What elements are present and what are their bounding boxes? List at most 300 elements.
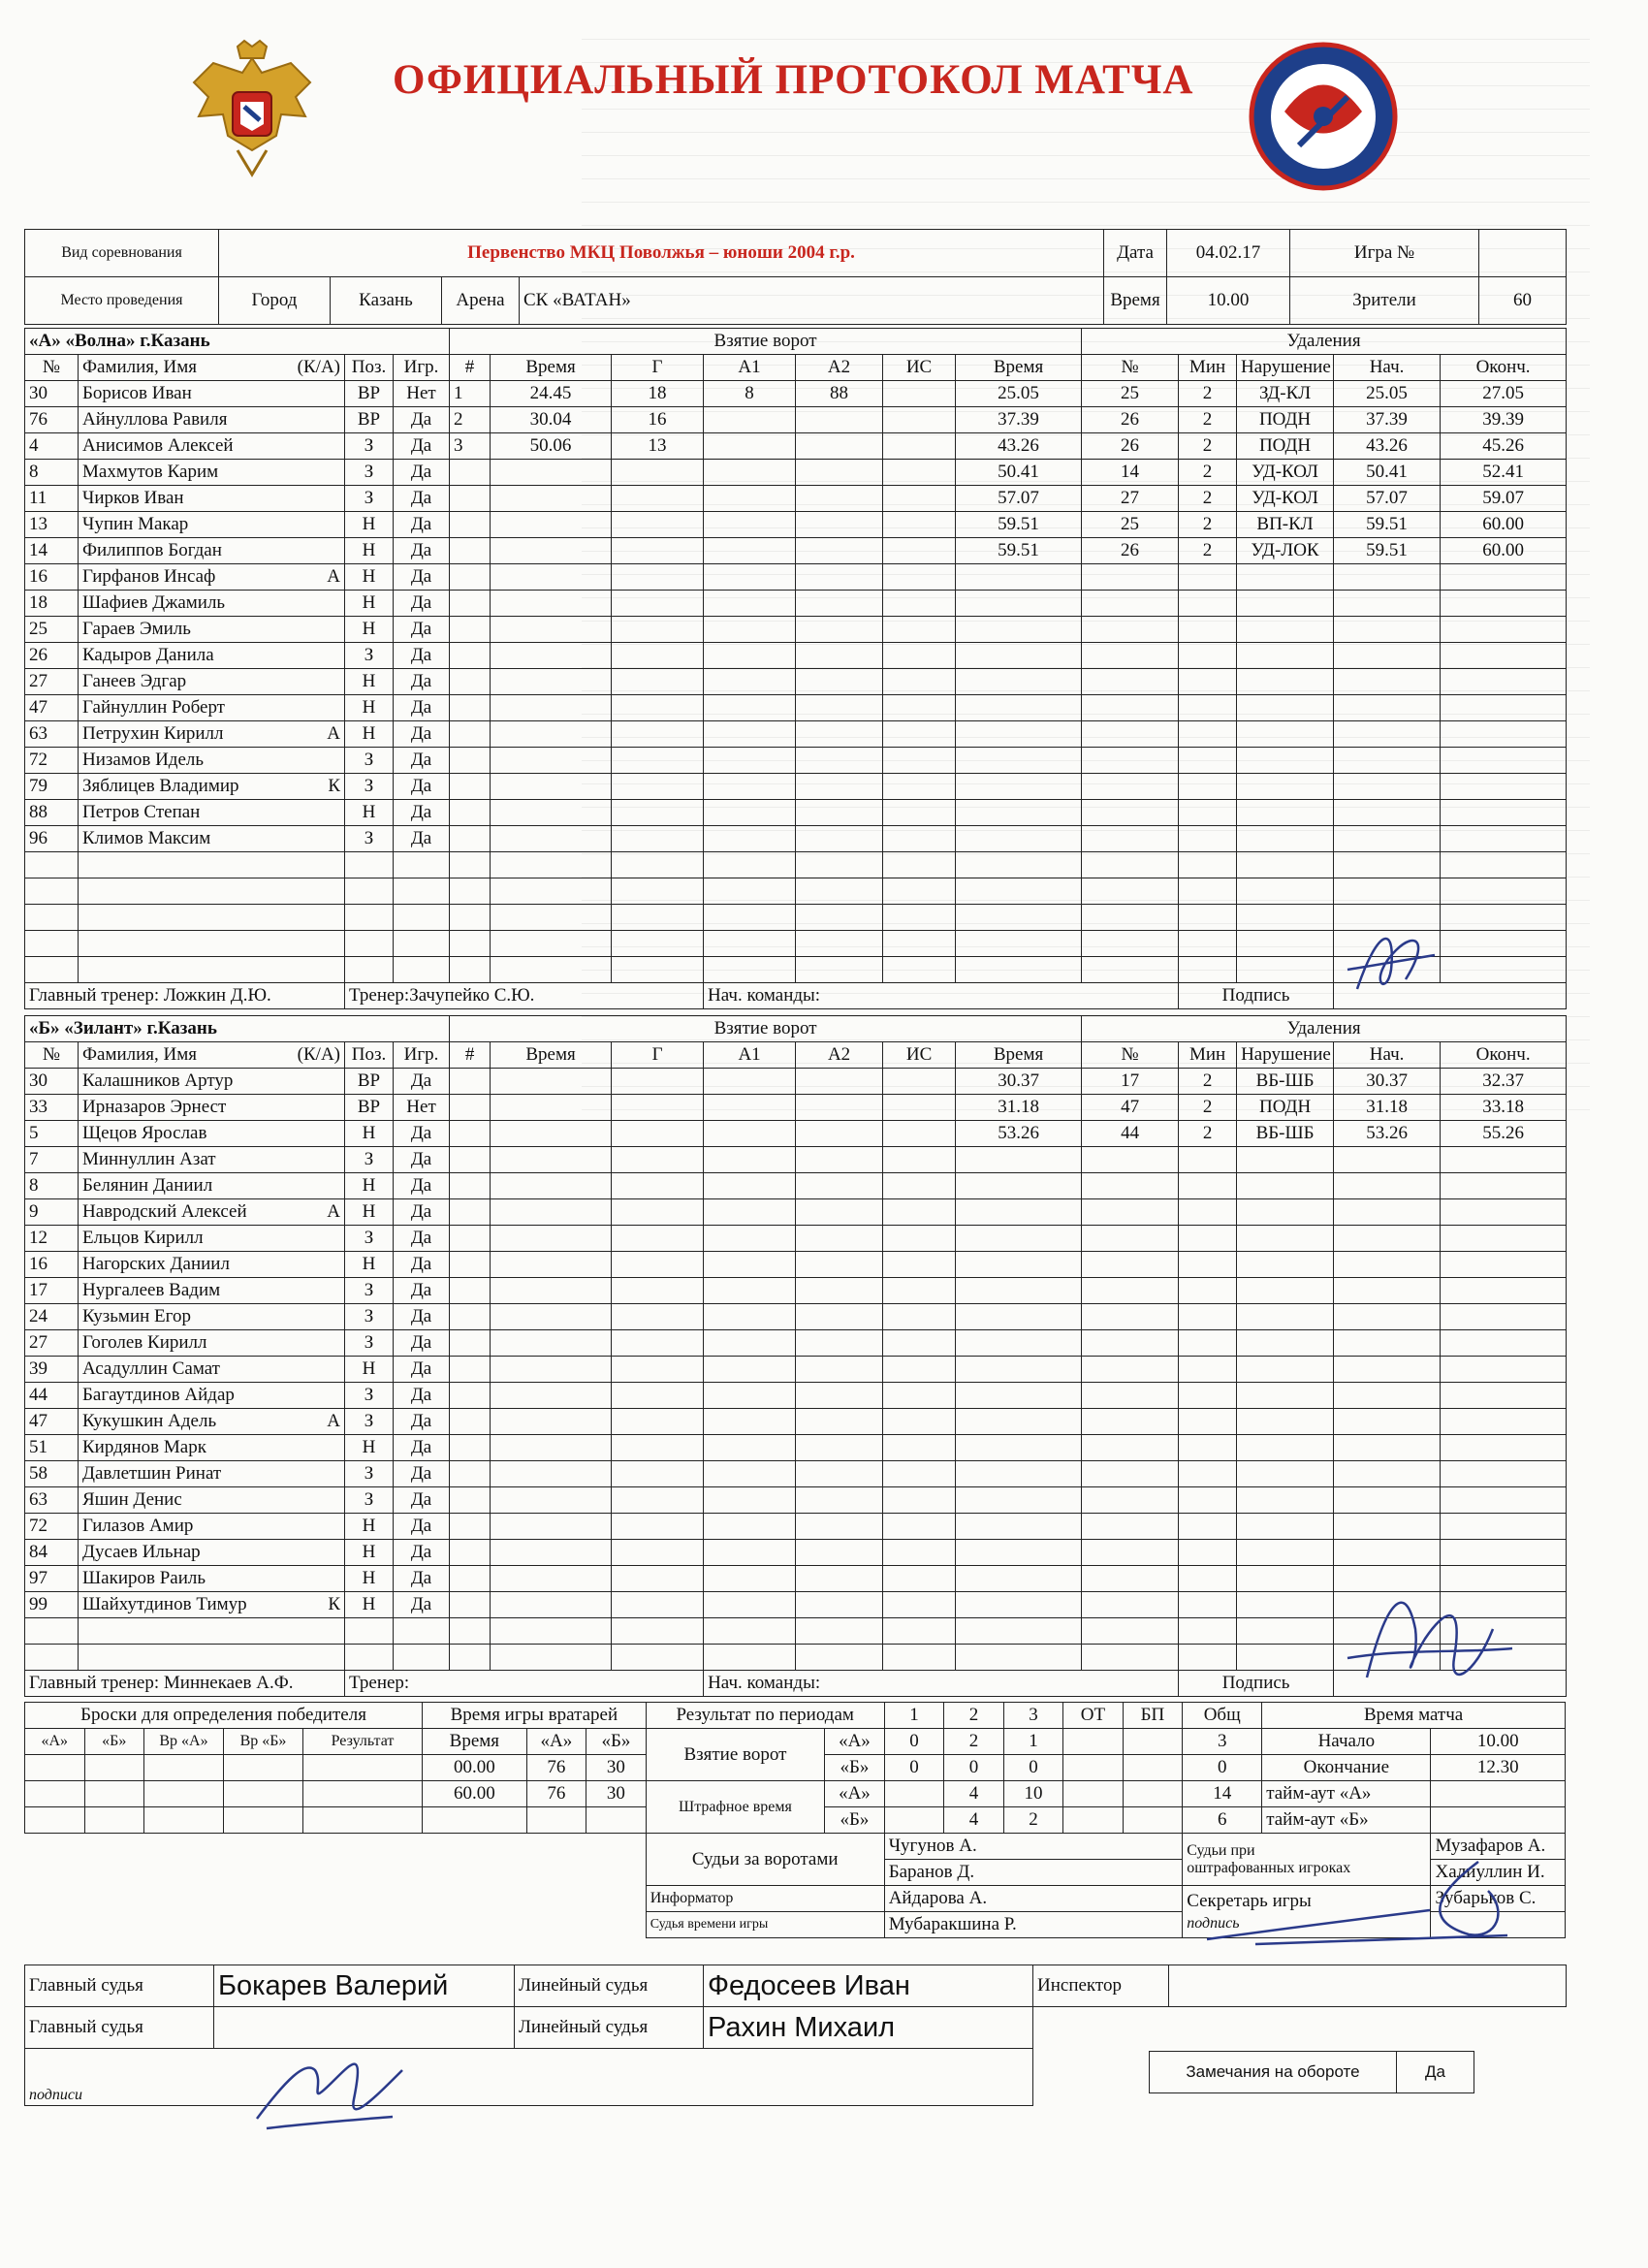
- player-role: [248, 1540, 345, 1566]
- goal-situation: [883, 433, 956, 460]
- start-value: 10.00: [1431, 1729, 1566, 1755]
- player-plays: Да: [394, 1540, 450, 1566]
- penalty-player: 27: [1082, 486, 1179, 512]
- player-position: Н: [345, 1173, 394, 1199]
- player-number: 44: [25, 1383, 79, 1409]
- linesman-label-1: Линейный судья: [515, 1965, 704, 2007]
- player-number: 79: [25, 774, 79, 800]
- shootout-label: Броски для определения победителя: [25, 1703, 423, 1729]
- player-number: 30: [25, 1069, 79, 1095]
- header-pen-num: №: [1082, 355, 1179, 381]
- remarks-value: Да: [1397, 2052, 1474, 2093]
- arena-label: Арена: [442, 277, 520, 325]
- player-plays: Да: [394, 1252, 450, 1278]
- pen-a-bp: [1123, 1781, 1183, 1807]
- penalty-player: 25: [1082, 381, 1179, 407]
- player-number: 72: [25, 748, 79, 774]
- penalty-violation: УД-КОЛ: [1237, 460, 1334, 486]
- player-number: 12: [25, 1226, 79, 1252]
- timeout-a-label: тайм-аут «А»: [1262, 1781, 1431, 1807]
- penalty-time: 25.05: [956, 381, 1082, 407]
- goals-a-p1: 0: [884, 1729, 944, 1755]
- goal-number: 3: [450, 433, 491, 460]
- goalie-time-label: Время игры вратарей: [423, 1703, 647, 1729]
- player-name: Шакиров Раиль: [79, 1566, 248, 1592]
- penalty-violation: УД-КОЛ: [1237, 486, 1334, 512]
- penalty-start: 57.07: [1334, 486, 1441, 512]
- player-position: З: [345, 643, 394, 669]
- table-row: [25, 1173, 1567, 1199]
- table-row: [25, 800, 1567, 826]
- player-name: Багаутдинов Айдар: [79, 1383, 248, 1409]
- end-label: Окончание: [1262, 1755, 1431, 1781]
- player-role: [248, 1278, 345, 1304]
- player-name: Ирназаров Эрнест: [79, 1095, 248, 1121]
- player-role: [248, 800, 345, 826]
- player-plays: Да: [394, 512, 450, 538]
- player-name: Гоголев Кирилл: [79, 1330, 248, 1357]
- goal-assist-2: 88: [796, 381, 883, 407]
- player-name: Кирдянов Марк: [79, 1435, 248, 1461]
- goals-b-p2: 0: [944, 1755, 1004, 1781]
- player-role: К: [248, 1592, 345, 1618]
- gk-row1-b: 30: [586, 1755, 647, 1781]
- player-plays: Да: [394, 1592, 450, 1618]
- penalty-box-judge-2: Халиуллин И.: [1431, 1860, 1566, 1886]
- comp-value: Первенство МКЦ Поволжья – юноши 2004 г.р.: [219, 230, 1104, 277]
- header-a1: А1: [704, 1042, 796, 1069]
- goals-b-label: «Б»: [825, 1755, 885, 1781]
- player-position: Н: [345, 1357, 394, 1383]
- table-row: [25, 1199, 1567, 1226]
- table-row: [25, 1252, 1567, 1278]
- player-plays: Да: [394, 617, 450, 643]
- table-row: [25, 1435, 1567, 1461]
- player-plays: Да: [394, 433, 450, 460]
- gk-row1-a: 76: [526, 1755, 586, 1781]
- penalty-start: 31.18: [1334, 1095, 1441, 1121]
- header-pen-start: Нач.: [1334, 1042, 1441, 1069]
- player-position: З: [345, 433, 394, 460]
- player-role: [248, 407, 345, 433]
- secretary-label: Секретарь игры подпись: [1183, 1886, 1431, 1938]
- header-pos: Поз.: [345, 1042, 394, 1069]
- goal-scorer: 18: [612, 381, 704, 407]
- table-row: [25, 1095, 1567, 1121]
- goals-a-p3: 1: [1003, 1729, 1063, 1755]
- period-result-label: Результат по периодам: [646, 1703, 884, 1729]
- penalty-end: 45.26: [1441, 433, 1567, 460]
- pen-b-ot: [1063, 1807, 1124, 1834]
- player-plays: Да: [394, 774, 450, 800]
- penalty-start: 37.39: [1334, 407, 1441, 433]
- player-name: Петров Степан: [79, 800, 248, 826]
- goal-judges-label: Судьи за воротами: [646, 1834, 884, 1886]
- pen-b-total: 6: [1183, 1807, 1262, 1834]
- header-pen-num: №: [1082, 1042, 1179, 1069]
- player-plays: Нет: [394, 381, 450, 407]
- period-1-header: 1: [884, 1703, 944, 1729]
- player-position: Н: [345, 512, 394, 538]
- player-number: 5: [25, 1121, 79, 1147]
- player-position: З: [345, 1383, 394, 1409]
- linesman-2-value: Рахин Михаил: [704, 2007, 1033, 2049]
- penalty-end: 59.07: [1441, 486, 1567, 512]
- player-name: Борисов Иван: [79, 381, 248, 407]
- table-row: [25, 643, 1567, 669]
- player-position: Н: [345, 617, 394, 643]
- penalty-box-judges-label: Судьи при оштрафованных игроках: [1183, 1834, 1431, 1886]
- header-hash: #: [450, 355, 491, 381]
- goals-section-label: Взятие ворот: [450, 1016, 1082, 1042]
- penalty-player: 44: [1082, 1121, 1179, 1147]
- penalty-violation: ВБ-ШБ: [1237, 1121, 1334, 1147]
- penalty-start: 59.51: [1334, 512, 1441, 538]
- head-coach: Главный тренер: Ложкин Д.Ю.: [25, 983, 345, 1009]
- penalty-time: 59.51: [956, 538, 1082, 564]
- place-label: Место проведения: [25, 277, 219, 325]
- penalty-violation: ВП-КЛ: [1237, 512, 1334, 538]
- penalty-player: 14: [1082, 460, 1179, 486]
- player-plays: Да: [394, 826, 450, 852]
- player-name: Филиппов Богдан: [79, 538, 248, 564]
- player-position: ВР: [345, 1069, 394, 1095]
- goals-b-ot: [1063, 1755, 1124, 1781]
- penalty-time: 31.18: [956, 1095, 1082, 1121]
- table-row: [25, 1226, 1567, 1252]
- player-plays: Да: [394, 1199, 450, 1226]
- player-number: 47: [25, 1409, 79, 1435]
- player-position: Н: [345, 695, 394, 721]
- player-number: 14: [25, 538, 79, 564]
- player-position: З: [345, 460, 394, 486]
- player-number: 4: [25, 433, 79, 460]
- player-role: [248, 1121, 345, 1147]
- table-row: [25, 878, 1567, 905]
- player-position: З: [345, 1278, 394, 1304]
- penalty-time: 50.41: [956, 460, 1082, 486]
- hockey-federation-round-logo: [1246, 39, 1401, 194]
- player-plays: Да: [394, 407, 450, 433]
- header-pos: Поз.: [345, 355, 394, 381]
- player-name: Нургалеев Вадим: [79, 1278, 248, 1304]
- player-number: 27: [25, 669, 79, 695]
- player-role: [248, 1461, 345, 1487]
- penalty-violation: ЗД-КЛ: [1237, 381, 1334, 407]
- player-name: Гилазов Амир: [79, 1514, 248, 1540]
- header-igr: Игр.: [394, 1042, 450, 1069]
- pen-a-p1: [884, 1781, 944, 1807]
- player-name: Щецов Ярослав: [79, 1121, 248, 1147]
- penalty-player: 47: [1082, 1095, 1179, 1121]
- timekeeper-label: Судья времени игры: [646, 1912, 884, 1938]
- so-vr-a-header: Вр «А»: [144, 1729, 224, 1755]
- player-role: [248, 1566, 345, 1592]
- player-name: Нагорских Даниил: [79, 1252, 248, 1278]
- pen-b-label: «Б»: [825, 1807, 885, 1834]
- player-position: З: [345, 1461, 394, 1487]
- player-role: [248, 1069, 345, 1095]
- player-plays: Да: [394, 1147, 450, 1173]
- pen-a-total: 14: [1183, 1781, 1262, 1807]
- player-plays: Да: [394, 460, 450, 486]
- player-position: ВР: [345, 381, 394, 407]
- coach: Тренер:Зачупейко С.Ю.: [345, 983, 704, 1009]
- player-name: Навродский Алексей: [79, 1199, 248, 1226]
- header-name: Фамилия, Имя: [79, 355, 248, 381]
- player-plays: Да: [394, 1173, 450, 1199]
- player-role: [248, 1435, 345, 1461]
- header-time: Время: [491, 355, 612, 381]
- linesman-1-value: Федосеев Иван: [704, 1965, 1033, 2007]
- goal-assist-1: 8: [704, 381, 796, 407]
- match-time-label: Время матча: [1262, 1703, 1566, 1729]
- penalty-minutes: 2: [1179, 381, 1237, 407]
- player-position: Н: [345, 1435, 394, 1461]
- player-position: З: [345, 1409, 394, 1435]
- goals-a-bp: [1123, 1729, 1183, 1755]
- signature-scribble-referee: [247, 2031, 412, 2138]
- header-time: Время: [491, 1042, 612, 1069]
- player-position: ВР: [345, 407, 394, 433]
- signature-scribble-secretary: [1328, 1571, 1522, 1716]
- player-number: 7: [25, 1147, 79, 1173]
- timekeeper-value: Мубаракшина Р.: [884, 1912, 1183, 1938]
- goal-time: 50.06: [491, 433, 612, 460]
- penalty-player: 25: [1082, 512, 1179, 538]
- player-plays: Да: [394, 1330, 450, 1357]
- player-name: Махмутов Карим: [79, 460, 248, 486]
- player-number: 88: [25, 800, 79, 826]
- penalty-end: 39.39: [1441, 407, 1567, 433]
- player-role: [248, 433, 345, 460]
- header-ka: (К/А): [248, 355, 345, 381]
- player-position: З: [345, 1147, 394, 1173]
- table-row: [25, 1278, 1567, 1304]
- player-role: А: [248, 1409, 345, 1435]
- player-role: [248, 1330, 345, 1357]
- penalty-end: 32.37: [1441, 1069, 1567, 1095]
- goal-assist-2: [796, 407, 883, 433]
- inspector-label: Инспектор: [1033, 1965, 1169, 2007]
- player-number: 24: [25, 1304, 79, 1330]
- penalty-end: 60.00: [1441, 538, 1567, 564]
- signature-scribble-judges: [1197, 1852, 1517, 1959]
- player-name: Калашников Артур: [79, 1069, 248, 1095]
- table-row: [25, 617, 1567, 643]
- start-label: Начало: [1262, 1729, 1431, 1755]
- header-is: ИС: [883, 1042, 956, 1069]
- player-name: Миннуллин Азат: [79, 1147, 248, 1173]
- player-position: З: [345, 1226, 394, 1252]
- time-label: Время: [1104, 277, 1167, 325]
- end-value: 12.30: [1431, 1755, 1566, 1781]
- table-row: [25, 564, 1567, 591]
- goal-number: 2: [450, 407, 491, 433]
- pen-b-p2: 4: [944, 1807, 1004, 1834]
- penalty-minutes: 2: [1179, 486, 1237, 512]
- team-head: Нач. команды:: [704, 1671, 1179, 1697]
- player-position: Н: [345, 800, 394, 826]
- pen-b-p3: 2: [1003, 1807, 1063, 1834]
- pen-a-label: «А»: [825, 1781, 885, 1807]
- head-coach: Главный тренер: Миннекаев А.Ф.: [25, 1671, 345, 1697]
- player-number: 27: [25, 1330, 79, 1357]
- player-number: 33: [25, 1095, 79, 1121]
- player-plays: Да: [394, 1226, 450, 1252]
- header-pen-min: Мин: [1179, 1042, 1237, 1069]
- player-plays: Да: [394, 1069, 450, 1095]
- team-title: «Б» «Зилант» г.Казань: [25, 1016, 450, 1042]
- city-label: Город: [219, 277, 331, 325]
- player-name: Петрухин Кирилл: [79, 721, 248, 748]
- player-name: Чирков Иван: [79, 486, 248, 512]
- teamA-table: [24, 328, 1567, 1009]
- player-role: [248, 1514, 345, 1540]
- player-role: [248, 1304, 345, 1330]
- table-row: [25, 512, 1567, 538]
- penalty-start: 25.05: [1334, 381, 1441, 407]
- table-row: [25, 1461, 1567, 1487]
- player-number: 58: [25, 1461, 79, 1487]
- pen-a-ot: [1063, 1781, 1124, 1807]
- game-value: [1479, 230, 1567, 277]
- penalty-minutes: 2: [1179, 407, 1237, 433]
- goal-judge-1: Чугунов А.: [884, 1834, 1183, 1860]
- player-plays: Да: [394, 1121, 450, 1147]
- player-plays: Да: [394, 1566, 450, 1592]
- linesman-label-2: Линейный судья: [515, 2007, 704, 2049]
- header-ka: (К/А): [248, 1042, 345, 1069]
- table-row: [25, 1487, 1567, 1514]
- table-row: [25, 1304, 1567, 1330]
- player-role: [248, 486, 345, 512]
- goal-assist-1: [704, 407, 796, 433]
- goal-situation: [883, 381, 956, 407]
- table-row: [25, 669, 1567, 695]
- header-igr: Игр.: [394, 355, 450, 381]
- player-plays: Да: [394, 1409, 450, 1435]
- header-pen-end: Оконч.: [1441, 355, 1567, 381]
- player-number: 18: [25, 591, 79, 617]
- penalty-minutes: 2: [1179, 460, 1237, 486]
- table-row: [25, 1121, 1567, 1147]
- player-plays: Да: [394, 695, 450, 721]
- goal-situation: [883, 407, 956, 433]
- bp-header: БП: [1123, 1703, 1183, 1729]
- russia-hockey-eagle-logo: [184, 39, 320, 184]
- header-a2: А2: [796, 1042, 883, 1069]
- player-plays: Да: [394, 1304, 450, 1330]
- penalty-end: 60.00: [1441, 512, 1567, 538]
- player-name: Анисимов Алексей: [79, 433, 248, 460]
- chief-referee-label: Главный судья: [25, 1965, 214, 2007]
- player-role: [248, 669, 345, 695]
- penalty-violation: УД-ЛОК: [1237, 538, 1334, 564]
- player-plays: Да: [394, 1383, 450, 1409]
- header-pen-min: Мин: [1179, 355, 1237, 381]
- signature-scribble-coach-a: [1338, 911, 1444, 1018]
- player-name: Шафиев Джамиль: [79, 591, 248, 617]
- player-plays: Да: [394, 538, 450, 564]
- penalty-minutes: 2: [1179, 1121, 1237, 1147]
- header-num: №: [25, 1042, 79, 1069]
- table-row: [25, 486, 1567, 512]
- penalty-violation: ВБ-ШБ: [1237, 1069, 1334, 1095]
- player-number: 99: [25, 1592, 79, 1618]
- so-a-header: «А»: [25, 1729, 85, 1755]
- table-row: [25, 1357, 1567, 1383]
- player-number: 97: [25, 1566, 79, 1592]
- player-role: К: [248, 774, 345, 800]
- gk-row2-b: 30: [586, 1781, 647, 1807]
- penalty-player: 17: [1082, 1069, 1179, 1095]
- player-role: [248, 1173, 345, 1199]
- player-role: [248, 1147, 345, 1173]
- penalty-time: 59.51: [956, 512, 1082, 538]
- table-row: [25, 695, 1567, 721]
- player-role: [248, 538, 345, 564]
- gk-a-header: «А»: [526, 1729, 586, 1755]
- player-role: А: [248, 1199, 345, 1226]
- player-number: 8: [25, 460, 79, 486]
- team-title: «А» «Волна» г.Казань: [25, 329, 450, 355]
- goals-a-total: 3: [1183, 1729, 1262, 1755]
- table-row: [25, 748, 1567, 774]
- so-result-header: Результат: [303, 1729, 423, 1755]
- player-position: Н: [345, 721, 394, 748]
- date-value: 04.02.17: [1167, 230, 1290, 277]
- player-number: 13: [25, 512, 79, 538]
- header-num: №: [25, 355, 79, 381]
- player-position: З: [345, 1487, 394, 1514]
- player-plays: Да: [394, 1461, 450, 1487]
- penalty-start: 30.37: [1334, 1069, 1441, 1095]
- period-2-header: 2: [944, 1703, 1004, 1729]
- penalty-minutes: 2: [1179, 1095, 1237, 1121]
- player-name: Асадуллин Самат: [79, 1357, 248, 1383]
- penalty-start: 43.26: [1334, 433, 1441, 460]
- player-plays: Да: [394, 643, 450, 669]
- header-pen-time: Время: [956, 1042, 1082, 1069]
- player-number: 63: [25, 1487, 79, 1514]
- table-row: [25, 1147, 1567, 1173]
- player-position: З: [345, 486, 394, 512]
- table-row: [25, 905, 1567, 931]
- timeout-b-label: тайм-аут «Б»: [1262, 1807, 1431, 1834]
- penalty-start: 50.41: [1334, 460, 1441, 486]
- penalty-violation: ПОДН: [1237, 433, 1334, 460]
- penalty-player: 26: [1082, 538, 1179, 564]
- gk-time-header: Время: [423, 1729, 527, 1755]
- player-role: [248, 1383, 345, 1409]
- player-role: [248, 512, 345, 538]
- penalty-player: 26: [1082, 407, 1179, 433]
- player-position: Н: [345, 564, 394, 591]
- player-position: З: [345, 748, 394, 774]
- player-number: 47: [25, 695, 79, 721]
- header-is: ИС: [883, 355, 956, 381]
- player-number: 84: [25, 1540, 79, 1566]
- goals-b-bp: [1123, 1755, 1183, 1781]
- player-position: Н: [345, 1514, 394, 1540]
- player-number: 72: [25, 1514, 79, 1540]
- player-name: Климов Максим: [79, 826, 248, 852]
- comp-label: Вид соревнования: [25, 230, 219, 277]
- player-role: [248, 617, 345, 643]
- player-position: З: [345, 826, 394, 852]
- player-plays: Да: [394, 1514, 450, 1540]
